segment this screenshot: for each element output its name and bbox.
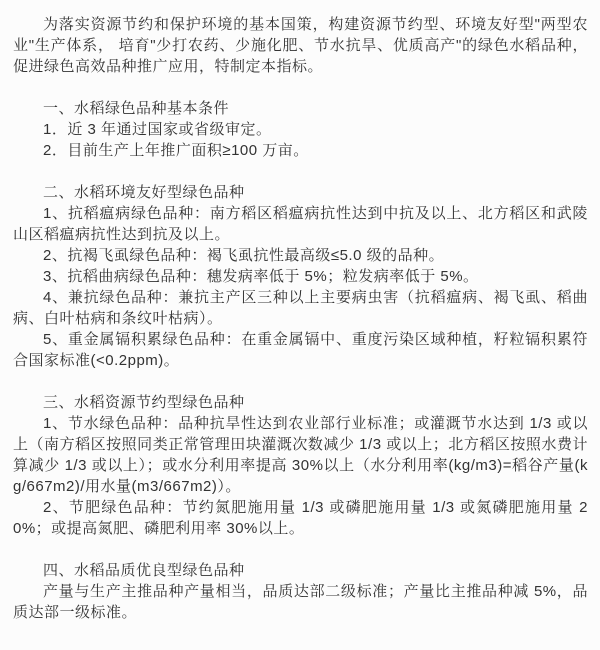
section-item: 1、节水绿色品种：品种抗旱性达到农业部行业标准；或灌溉节水达到 1/3 或以上（南方稻区按照同类正常管理田块灌溉次数减少 1/3 或以上；北方稻区按照水费计算减少 1/3 或以上）；或水分利用率提高 30%以上（水分利用率(kg/m3)=稻谷产量(kg/667m2)/用水量(m3/667m2)）。 xyxy=(13,415,588,495)
section-item: 2、抗褐飞虱绿色品种：褐飞虱抗性最高级≤5.0 级的品种。 xyxy=(43,247,445,264)
section-item: 5、重金属镉积累绿色品种：在重金属镉中、重度污染区域种植，籽粒镉积累符合国家标准(<0.2ppm)。 xyxy=(13,331,588,369)
section-title: 一、水稻绿色品种基本条件 xyxy=(43,100,230,117)
section-item: 1、抗稻瘟病绿色品种：南方稻区稻瘟病抗性达到中抗及以上、北方稻区和武陵山区稻瘟病抗性达到抗及以上。 xyxy=(13,205,588,243)
section-item: 1．近 3 年通过国家或省级审定。 xyxy=(43,121,272,138)
section-item: 3、抗稻曲病绿色品种：穗发病率低于 5%；粒发病率低于 5%。 xyxy=(43,268,479,285)
section-title: 二、水稻环境友好型绿色品种 xyxy=(43,184,245,201)
section-item: 2．目前生产上年推广面积≥100 万亩。 xyxy=(43,142,309,159)
section-item: 产量与生产主推品种产量相当，品质达部二级标准；产量比主推品种减 5%，品质达部一级标准。 xyxy=(13,583,588,621)
section-item: 2、节肥绿色品种：节约氮肥施用量 1/3 或磷肥施用量 1/3 或氮磷肥施用量 20%；或提高氮肥、磷肥利用率 30%以上。 xyxy=(13,499,588,537)
section-resource-saving xyxy=(13,392,588,539)
section-item: 4、兼抗绿色品种：兼抗主产区三种以上主要病虫害（抗稻瘟病、褐飞虱、稻曲病、白叶枯病和条纹叶枯病）。 xyxy=(13,289,588,327)
section-high-quality xyxy=(13,560,588,623)
intro-paragraph: 为落实资源节约和保护环境的基本国策，构建资源节约型、环境友好型"两型农业"生产体系， 培育"少打农药、少施化肥、节水抗旱、优质高产"的绿色水稻品种，促进绿色高效品种推广应用，特制定本指标。 xyxy=(13,16,588,75)
section-title: 四、水稻品质优良型绿色品种 xyxy=(43,562,245,579)
section-environment-friendly xyxy=(13,182,588,371)
section-basic-conditions xyxy=(13,98,588,161)
section-title: 三、水稻资源节约型绿色品种 xyxy=(43,394,245,411)
